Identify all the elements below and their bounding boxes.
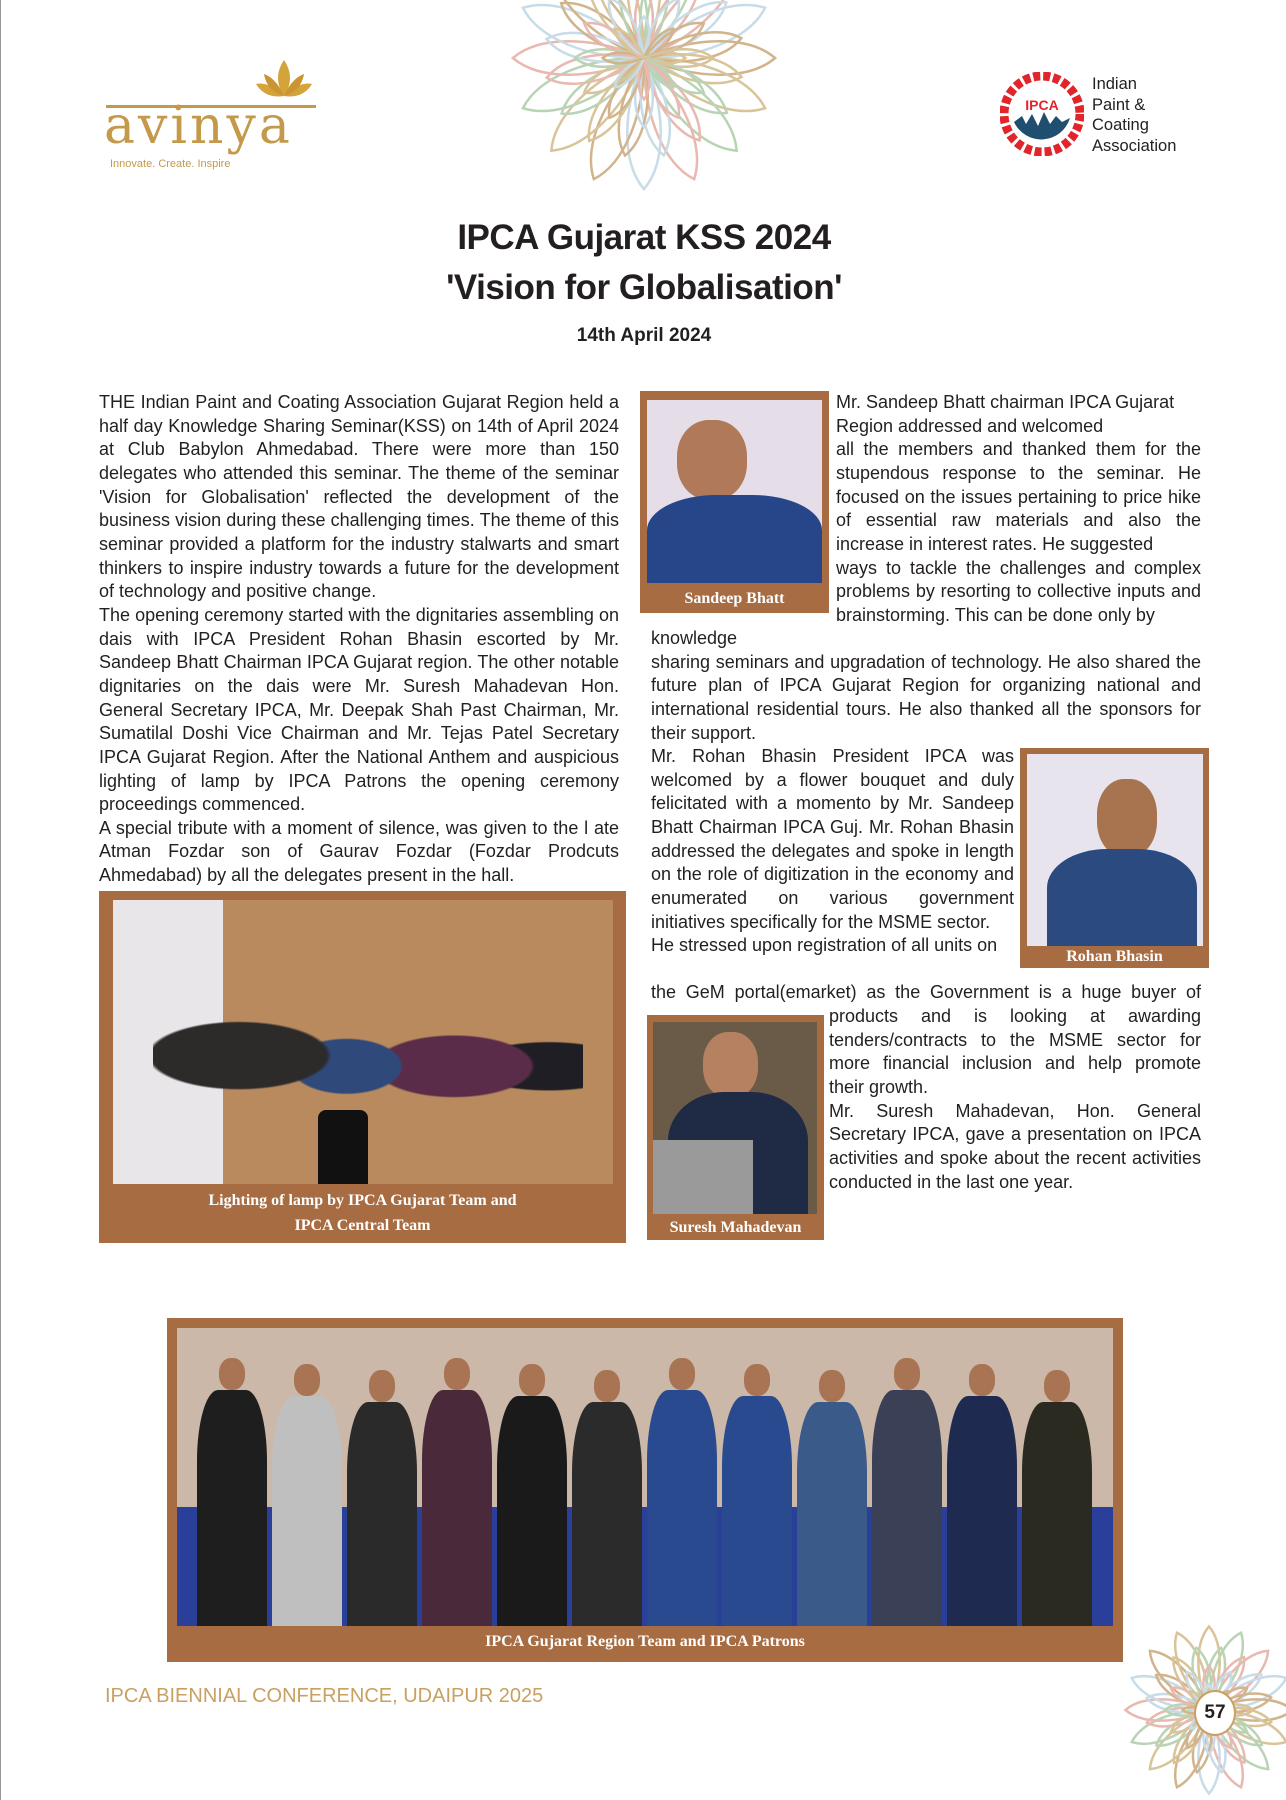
person-body (947, 1396, 1017, 1626)
suresh-mahadevan-photo (653, 1022, 817, 1214)
paragraph: The opening ceremony started with the dignitaries assembling on dais with IPCA President Rohan Bhasin escorted by Mr. Sandeep Bhatt Chairman IPCA Gujarat region. The other notable dignitaries on the dais were Mr. Suresh Mahadevan Hon. General Secretary IPCA, Mr. Deepak Shah Past Chairman, Mr. Sumatilal Doshi Vice Chairman and Mr. Tejas Patel Secretary IPCA Gujarat Region. After the National Anthem and auspicious lighting of lamp by IPCA Patrons the opening ceremony proceedings commenced. (99, 604, 619, 815)
lamp-lighting-photo-frame (99, 891, 626, 1243)
ipca-name-line: Indian (1092, 75, 1137, 93)
mandala-ornament-top (506, 0, 782, 196)
page-number: 57 (1204, 1702, 1226, 1723)
person-body (872, 1390, 942, 1626)
ipca-emblem (1000, 72, 1084, 156)
suresh-photo-caption: Suresh Mahadevan (669, 1219, 802, 1236)
suresh-photo-frame (647, 1015, 824, 1240)
article-subtitle: 'Vision for Globalisation' (446, 268, 842, 307)
page-number-badge (1194, 1690, 1236, 1736)
ipca-name-line: Paint & (1092, 95, 1146, 114)
paragraph: products and is looking at awarding tenders/contracts to the MSME sector for more financial inclusion and help promote their growth. (829, 1006, 1201, 1097)
person-body (272, 1396, 342, 1626)
lamp-lighting-photo (113, 900, 613, 1184)
person-head (219, 1358, 245, 1390)
person-head (294, 1364, 320, 1396)
article-date: 14th April 2024 (576, 325, 712, 346)
lamp-photo-caption-line2: IPCA Central Team (294, 1217, 431, 1234)
paragraph: all the members and thanked them for the stupendous response to the seminar. He focused on the issues pertaining to price hike of essential raw materials and also the increase in interest rates. He suggested (836, 439, 1201, 554)
paragraph: THE Indian Paint and Coating Association Gujarat Region held a half day Knowledge Sharing Seminar(KSS) on 14th of April 2024 at Club Babylon Ahmedabad. There were more than 150 delegates who attended this seminar. The theme of the seminar 'Vision for Globalisation' reflected the development of the business vision during these challenging times. The theme of this seminar provided a platform for the industry stalwarts and smart thinkers to inspire industry towards a future for the development of technology and positive change. (99, 392, 619, 602)
ipca-name-line: Association (1092, 136, 1177, 155)
avinya-tagline: Innovate. Create. Inspire (110, 158, 231, 170)
paragraph: Mr. Suresh Mahadevan, Hon. General Secretary IPCA, gave a presentation on IPCA activities and spoke about the recent activities conducted in the last one year. (829, 1100, 1201, 1192)
rohan-photo-caption: Rohan Bhasin (1066, 948, 1163, 965)
lamp-photo-caption-line1: Lighting of lamp by IPCA Gujarat Team and (208, 1192, 517, 1209)
person-head (1044, 1370, 1070, 1402)
person-head (444, 1358, 470, 1390)
person-body (347, 1402, 417, 1626)
person-head (669, 1358, 695, 1390)
rohan-bhasin-photo (1027, 754, 1203, 946)
avinya-wordmark: avinya (104, 96, 293, 156)
person-head (594, 1370, 620, 1402)
ipca-name-line: Coating (1092, 116, 1149, 134)
person-body (797, 1402, 867, 1626)
right-text-sandeep-a (836, 391, 1201, 628)
right-text-suresh (829, 1005, 1201, 1194)
paragraph: He stressed upon registration of all units on (651, 935, 998, 956)
paragraph: Mr. Sandeep Bhatt chairman IPCA Gujarat Region addressed and welcomed (836, 392, 1175, 436)
paragraph: the GeM portal(emarket) as the Government is a huge buyer of (651, 982, 1201, 1002)
person-body (1022, 1402, 1092, 1626)
person-head (744, 1364, 770, 1396)
person-head (369, 1370, 395, 1402)
group-photo-frame (167, 1318, 1123, 1662)
paragraph: A special tribute with a moment of silence, was given to the l ate Atman Fozdar son of Gaurav Fozdar (Fozdar Prodcuts Ahmedabad) by all the delegates present in the hall. (99, 817, 619, 886)
paragraph: knowledge (651, 628, 738, 648)
group-photo-caption: IPCA Gujarat Region Team and IPCA Patrons (485, 1633, 805, 1650)
right-text-sandeep-b (651, 627, 1201, 745)
footer-conference-text: IPCA BIENNIAL CONFERENCE, UDAIPUR 2025 (105, 1685, 544, 1707)
article-title: IPCA Gujarat KSS 2024 (457, 218, 831, 257)
person-body (572, 1402, 642, 1626)
ipca-badge-text: IPCA (1025, 97, 1059, 113)
person-body (197, 1390, 267, 1626)
person-body (497, 1396, 567, 1626)
person-head (519, 1364, 545, 1396)
paragraph: Mr. Rohan Bhasin President IPCA was welcomed by a flower bouquet and duly felicitated with a momento by Mr. Sandeep Bhatt Chairman IPCA Guj. Mr. Rohan Bhasin addressed the delegates and spoke in length on the role of digitization in the economy and enumerated on various government initiatives specifically for the MSME sector. (651, 746, 1014, 932)
person-body (722, 1396, 792, 1626)
person-head (894, 1358, 920, 1390)
person-head (819, 1370, 845, 1402)
ipca-logo (1000, 70, 1200, 160)
right-text-rohan (651, 745, 1014, 958)
paragraph: ways to tackle the challenges and complex problems by resorting to collective inputs and brainstorming. This can be done only by (836, 557, 1201, 625)
sandeep-bhatt-photo (647, 400, 822, 583)
group-photo (177, 1328, 1113, 1626)
sandeep-photo-frame (640, 391, 829, 613)
left-column-text (99, 391, 619, 888)
person-body (647, 1390, 717, 1626)
paragraph: sharing seminars and upgradation of technology. He also shared the future plan of IPCA Gujarat Region for organizing national and international residential tours. He also thanked all the sponsors for their support. (651, 651, 1201, 743)
right-text-gem (651, 981, 1201, 1005)
person-head (969, 1364, 995, 1396)
sandeep-photo-caption: Sandeep Bhatt (684, 590, 785, 607)
rohan-photo-frame (1020, 748, 1209, 968)
avinya-logo (104, 58, 324, 183)
person-body (422, 1390, 492, 1626)
